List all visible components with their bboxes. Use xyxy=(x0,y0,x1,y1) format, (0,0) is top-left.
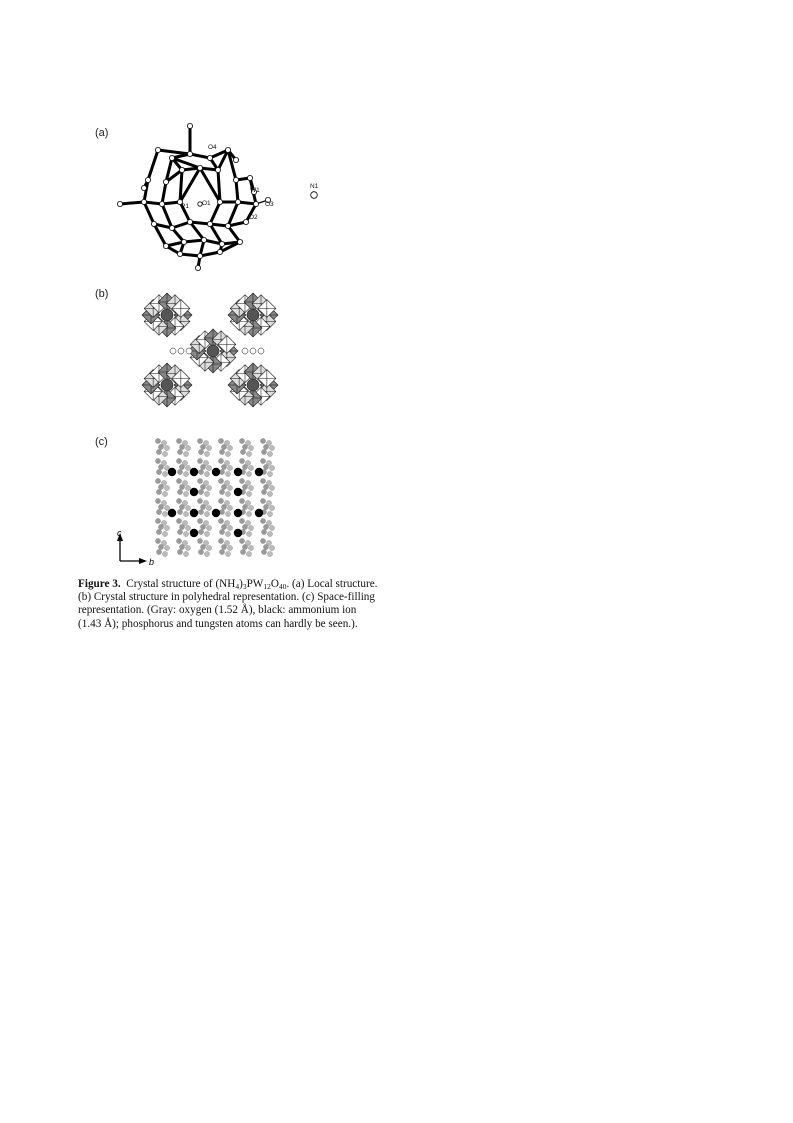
figure-caption xyxy=(78,578,378,631)
caption-sub-3: 12 xyxy=(263,582,271,591)
c-axis-label: c xyxy=(117,528,122,538)
caption-label: Figure 3. xyxy=(78,578,121,590)
axes-indicator xyxy=(112,526,162,570)
panel-c-space-filling-structure xyxy=(152,435,277,560)
bond-network xyxy=(120,126,268,268)
caption-sub-2: 3 xyxy=(242,582,247,591)
atom-label-o3: O3 xyxy=(265,201,274,208)
caption-sub-4: 40 xyxy=(278,582,287,591)
atom-label-p1: P1 xyxy=(181,203,189,210)
caption-text-2: ) xyxy=(239,578,243,590)
atom-set xyxy=(117,123,270,270)
atom-n1 xyxy=(311,192,318,199)
caption-text-3: PW xyxy=(246,578,264,590)
b-axis-label: b xyxy=(149,557,155,567)
caption-text-5: . (a) Local structure. (b) Crystal structure in polyhedral representation. (c) Space-filling representation. (Gray: oxygen (1.52 Å), black: ammonium ion (1.43 Å); phosphorus and tungsten atoms can hardly be seen.). xyxy=(78,578,378,630)
atom-label-o1: O1 xyxy=(202,200,211,207)
caption-text-lead: Crystal structure of (NH xyxy=(126,578,236,590)
atom-label-o4: O4 xyxy=(208,144,217,151)
panel-c-label: (c) xyxy=(95,436,108,448)
atom-label-o2: O2 xyxy=(249,214,258,221)
atom-label-w1: W1 xyxy=(250,187,260,194)
b-axis-arrowhead xyxy=(139,558,147,564)
caption-text-4: O xyxy=(270,578,279,590)
panel-a-ball-stick-structure xyxy=(110,118,340,278)
sphere-lattice xyxy=(155,438,274,556)
atom-label-n1: N1 xyxy=(310,183,319,190)
polyhedra-clusters xyxy=(142,293,278,407)
panel-b-polyhedral-structure xyxy=(135,285,300,420)
panel-a-label: (a) xyxy=(95,127,109,139)
panel-b-label: (b) xyxy=(95,288,109,300)
caption-sub-1: 4 xyxy=(235,582,240,591)
